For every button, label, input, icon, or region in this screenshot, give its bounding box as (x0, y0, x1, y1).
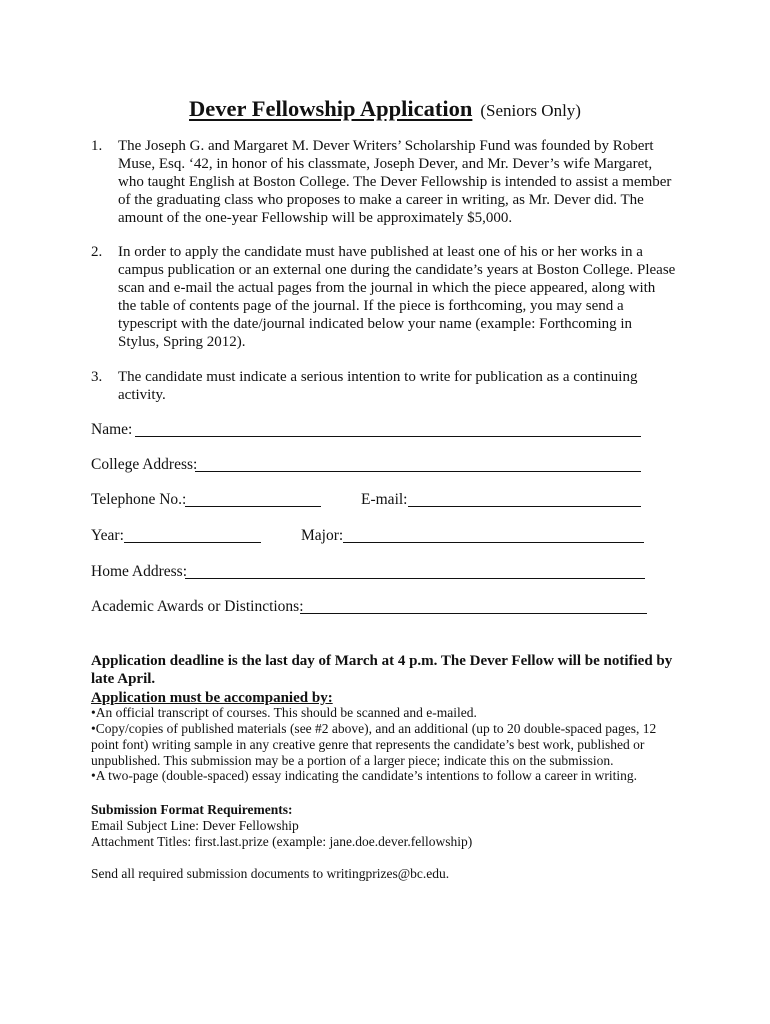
college-address-label: College Address: (91, 456, 198, 473)
email-label: E-mail: (361, 491, 408, 508)
awards-field[interactable] (91, 597, 649, 617)
awards-line[interactable] (300, 613, 647, 614)
item-text: The Joseph G. and Margaret M. Dever Writers’ Scholarship Fund was founded by Robert Muse, Esq. ‘42, in honor of his classmate, Joseph Dever, and Mr. Dever’s wife Margaret, who taught English at Boston College. The Dever Fellowship is intended to assist a member of the graduating class who proposes to make a career in writing, as Mr. Dever did. The amount of the one-year Fellowship will be approximately $5,000. (118, 138, 672, 226)
send-to-text: Send all required submission documents to writingprizes@bc.edu. (91, 866, 450, 881)
list-item (91, 368, 691, 404)
year-field[interactable] (91, 526, 263, 546)
major-field[interactable] (301, 526, 646, 546)
name-field[interactable] (91, 420, 643, 440)
submission-heading: Submission Format Requirements: (91, 802, 293, 817)
accompanied-heading: Application must be accompanied by: (91, 690, 333, 706)
name-label: Name: (91, 421, 133, 438)
deadline-notice: Application deadline is the last day of March at 4 p.m. The Dever Fellow will be notified by late April. (91, 653, 673, 687)
telephone-field[interactable] (91, 490, 323, 510)
college-address-line[interactable] (195, 471, 641, 472)
attachment-titles-text: Attachment Titles: first.last.prize (example: jane.doe.dever.fellowship) (91, 834, 473, 849)
title-subtitle: (Seniors Only) (480, 101, 581, 120)
year-line[interactable] (124, 542, 261, 543)
telephone-label: Telephone No.: (91, 491, 187, 508)
page-title (0, 96, 770, 122)
home-address-label: Home Address: (91, 563, 188, 580)
name-line[interactable] (135, 436, 641, 437)
item-number: 3. (91, 369, 103, 385)
subject-line-text: Email Subject Line: Dever Fellowship (91, 818, 299, 833)
item-text: The candidate must indicate a serious intention to write for publication as a continuing activity. (118, 369, 638, 403)
requirement-bullet: •A two-page (double-spaced) essay indicating the candidate’s intentions to follow a career in writing. (91, 768, 638, 783)
major-label: Major: (301, 527, 344, 544)
home-address-line[interactable] (185, 578, 645, 579)
year-label: Year: (91, 527, 124, 544)
list-item (91, 137, 691, 227)
email-line[interactable] (408, 506, 641, 507)
item-text: In order to apply the candidate must have published at least one of his or her works in a campus publication or an external one during the candidate’s years at Boston College. Please scan and e-mail the actual pages from the journal in which the piece appeared, along with the table of contents page of the journal. If the piece is forthcoming, you may send a typescript with the date/journal indicated below your name (example: Forthcoming in Stylus, Spring 2012). (118, 244, 676, 350)
item-number: 2. (91, 244, 103, 260)
telephone-line[interactable] (185, 506, 321, 507)
major-line[interactable] (343, 542, 644, 543)
list-item (91, 243, 691, 351)
requirement-bullet: •An official transcript of courses. This should be scanned and e-mailed. (91, 705, 477, 720)
awards-label: Academic Awards or Distinctions: (91, 598, 304, 615)
requirement-bullet: •Copy/copies of published materials (see #2 above), and an additional (up to 20 double-spaced pages, 12 point font) writing sample in any creative genre that represents the candidate’s best work, published or unpublished. This submission may be a portion of a larger piece; indicate this on the submission. (91, 721, 657, 768)
home-address-field[interactable] (91, 562, 647, 582)
college-address-field[interactable] (91, 455, 643, 475)
item-number: 1. (91, 138, 103, 154)
email-field[interactable] (361, 490, 643, 510)
title-main: Dever Fellowship Application (189, 96, 473, 121)
